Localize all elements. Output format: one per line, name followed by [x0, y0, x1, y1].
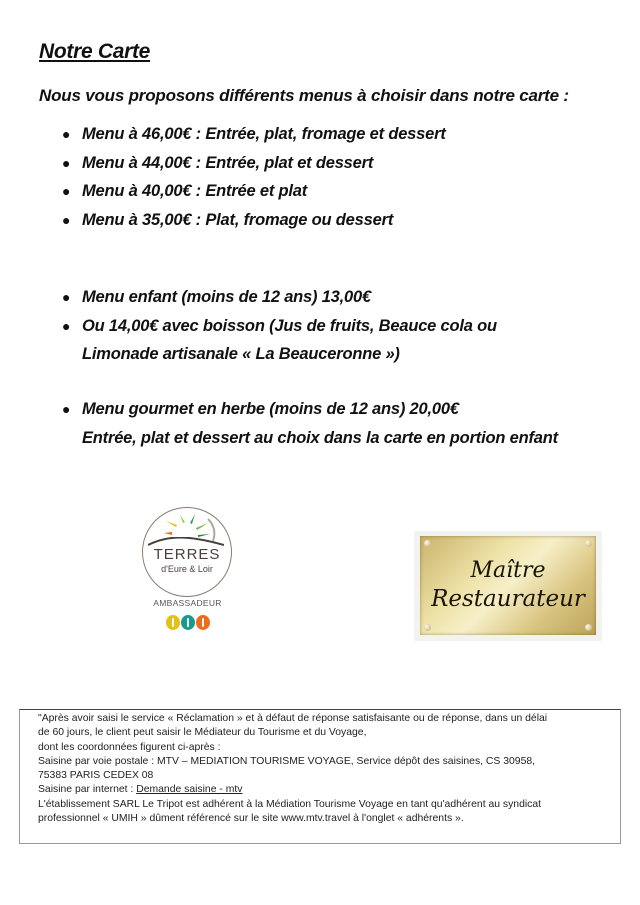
screw-icon	[424, 624, 431, 631]
list-item	[62, 395, 558, 452]
menu-label-continuation: Entrée, plat et dessert au choix dans la carte en portion enfant	[82, 428, 558, 447]
terres-eure-loir-logo	[140, 505, 235, 635]
plaque-line-1: Maître	[470, 558, 546, 583]
notice-line: dont les coordonnées figurent ci-après :	[38, 741, 221, 753]
menu-label: Menu à 40,00€ : Entrée et plat	[82, 182, 308, 200]
notice-line: Saisine par voie postale : MTV – MEDIATION TOURISME VOYAGE, Service dépôt des saisines, CS 30958,	[38, 755, 536, 767]
list-item	[62, 206, 446, 235]
menu-label: Menu à 46,00€ : Entrée, plat, fromage et dessert	[82, 125, 446, 143]
demande-saisine-link[interactable]: Demande saisine - mtv	[136, 784, 243, 796]
notice-line: de 60 jours, le client peut saisir le Médiateur du Tourisme et du Voyage,	[38, 727, 367, 739]
menu-label-continuation: Limonade artisanale « La Beauceronne »)	[82, 345, 400, 363]
notice-line: L'établissement SARL Le Tripot est adhérent à la Médiation Tourisme Voyage en tant qu'adhérent au syndicat	[38, 798, 542, 810]
intro-text: Nous vous proposons différents menus à choisir dans notre carte :	[39, 86, 569, 105]
gourmet-menu-list	[62, 395, 558, 452]
notice-line-internet	[38, 783, 620, 797]
adult-menu-list	[62, 120, 446, 234]
menu-label: Menu gourmet en herbe (moins de 12 ans) 20,00€	[82, 400, 459, 418]
bullet-icon: ●	[62, 317, 71, 334]
menu-label: Menu à 44,00€ : Entrée, plat et dessert	[82, 153, 374, 172]
bullet-icon: ●	[62, 211, 71, 228]
list-item	[62, 149, 446, 178]
list-item	[62, 312, 497, 369]
menu-label: Ou 14,00€ avec boisson (Jus de fruits, Beauce cola ou	[82, 316, 497, 335]
bullet-icon: ●	[62, 289, 71, 305]
gold-plaque	[420, 536, 596, 635]
cutlery-dots-icon	[166, 615, 210, 631]
list-item	[62, 177, 446, 206]
bullet-icon: ●	[62, 401, 71, 417]
plaque-line-2: Restaurateur	[431, 586, 585, 612]
notice-line: professionnel « UMIH » dûment référencé sur le site www.mtv.travel à l'onglet « adhérents ».	[38, 813, 464, 825]
screw-icon	[585, 624, 592, 631]
list-item	[62, 283, 497, 312]
maitre-restaurateur-plaque	[414, 531, 602, 641]
bullet-icon: ●	[62, 183, 71, 199]
menu-label: Menu à 35,00€ : Plat, fromage ou dessert	[82, 210, 394, 229]
logo-tagline: AMBASSADEUR	[153, 598, 222, 608]
bullet-icon: ●	[62, 126, 71, 142]
notice-line: "Après avoir saisi le service « Réclamation » et à défaut de réponse satisfaisante ou de réponse, dans un délai	[38, 713, 548, 724]
list-item	[62, 120, 446, 149]
internet-prefix: Saisine par internet :	[38, 784, 137, 796]
page-title: Notre Carte	[39, 40, 151, 63]
notice-line: 75383 PARIS CEDEX 08	[38, 770, 154, 782]
screw-icon	[585, 540, 592, 547]
bullet-icon: ●	[62, 154, 71, 171]
child-menu-list	[62, 283, 497, 369]
menu-label: Menu enfant (moins de 12 ans) 13,00€	[82, 288, 371, 306]
logo-name: TERRES	[153, 546, 221, 563]
screw-icon	[424, 540, 431, 547]
logo-subtitle: d'Eure & Loir	[161, 564, 213, 574]
mediation-notice-box	[19, 709, 621, 844]
